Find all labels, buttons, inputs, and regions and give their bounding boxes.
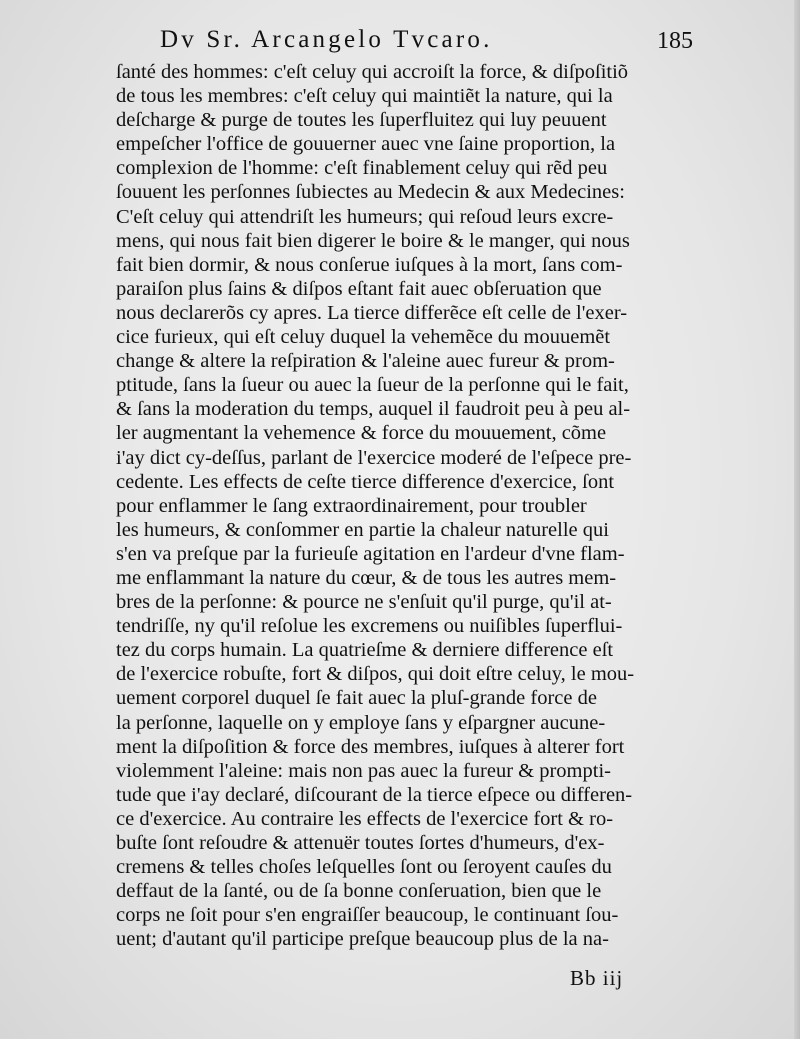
text-line: deſcharge & purge de toutes les ſuperfluitez qui luy peuuent: [116, 109, 607, 132]
text-line: change & altere la reſpiration & l'aleine auec fureur & prom-: [116, 350, 615, 373]
text-line: C'eſt celuy qui attendriſt les humeurs; qui reſoud leurs excre-: [116, 205, 614, 228]
text-line: cice furieux, qui eſt celuy duquel la vehemẽce du mouuemẽt: [116, 326, 611, 349]
text-line: me enflammant la nature du cœur, & de tous les autres mem-: [116, 566, 617, 589]
text-line: tude que i'ay declaré, diſcourant de la tierce eſpece ou differen-: [116, 783, 633, 806]
text-line: de tous les membres: c'eſt celuy qui maintiẽt la nature, qui la: [116, 85, 613, 108]
running-head: Dv Sr. Arcangelo Tvcaro.: [160, 26, 493, 53]
text-line: paraiſon plus ſains & diſpos eſtant fait auec obſeruation que: [116, 277, 602, 300]
text-line: buſte ſont reſoudre & attenuër toutes ſortes d'humeurs, d'ex-: [116, 832, 605, 854]
text-line: i'ay dict cy-deſſus, parlant de l'exercice moderé de l'eſpece pre-: [116, 446, 632, 469]
text-line: ce d'exercice. Au contraire les effects de l'exercice fort & ro-: [116, 807, 614, 830]
text-line: tendriſſe, ny qu'il reſolue les excremens ou nuiſibles ſuperflui-: [116, 615, 623, 638]
text-line: & ſans la moderation du temps, auquel il faudroit peu à peu al-: [116, 398, 631, 421]
text-line: de l'exercice robuſte, fort & diſpos, qui doit eſtre celuy, le mou-: [116, 663, 635, 686]
text-line: la perſonne, laquelle on y employe ſans y eſpargner aucune-: [116, 711, 606, 734]
text-line: mens, qui nous fait bien digerer le boire & le manger, qui nous: [116, 229, 630, 252]
text-line: ptitude, ſans la ſueur ou auec la ſueur de la perſonne qui le fait,: [116, 374, 629, 397]
text-line: uent; d'autant qu'il participe preſque beaucoup plus de la na-: [116, 928, 609, 951]
text-line: pour enflammer le ſang extraordinairement, pour troubler: [116, 494, 587, 517]
body-text: [116, 60, 706, 951]
page-number: 185: [657, 28, 693, 54]
text-line: deffaut de la ſanté, ou de ſa bonne conſeruation, bien que le: [116, 880, 602, 903]
text-line: complexion de l'homme: c'eſt finablement celuy qui rẽd peu: [116, 157, 608, 180]
text-line: ſouuent les perſonnes ſubiectes au Medecin & aux Medecines:: [116, 181, 625, 204]
text-line: les humeurs, & conſommer en partie la chaleur naturelle qui: [116, 518, 609, 541]
text-line: corps ne ſoit pour s'en engraiſſer beaucoup, le continuant ſou-: [116, 904, 619, 927]
text-line: empeſcher l'office de gouuerner auec vne ſaine proportion, la: [116, 133, 616, 156]
text-line: cedente. Les effects de ceſte tierce difference d'exercice, ſont: [116, 470, 615, 493]
text-line: cremens & telles choſes leſquelles ſont ou ſeroyent cauſes du: [116, 856, 612, 879]
signature-mark: Bb iij: [570, 966, 624, 990]
text-line: nous declarerõs cy apres. La tierce differẽce eſt celle de l'exer-: [116, 301, 628, 324]
text-line: s'en va preſque par la furieuſe agitation en l'ardeur d'vne flam-: [116, 542, 625, 565]
text-line: tez du corps humain. La quatrieſme & derniere difference eſt: [116, 639, 614, 662]
text-line: ment la diſpoſition & force des membres, iuſques à alterer fort: [116, 735, 625, 758]
text-line: fait bien dormir, & nous conſerue iuſques à la mort, ſans com-: [116, 253, 623, 276]
text-line: bres de la perſonne: & pource ne s'enſuit qu'il purge, qu'il at-: [116, 591, 612, 614]
text-line: uement corporel duquel ſe fait auec la pluſ-grande force de: [116, 687, 597, 710]
text-line: violemment l'aleine: mais non pas auec la fureur & prompti-: [116, 759, 611, 782]
text-line: ſanté des hommes: c'eſt celuy qui accroiſt la force, & diſpoſitiõ: [116, 61, 629, 83]
text-line: ler augmentant la vehemence & force du mouuement, cõme: [116, 422, 607, 445]
page-edge: [794, 0, 800, 1039]
